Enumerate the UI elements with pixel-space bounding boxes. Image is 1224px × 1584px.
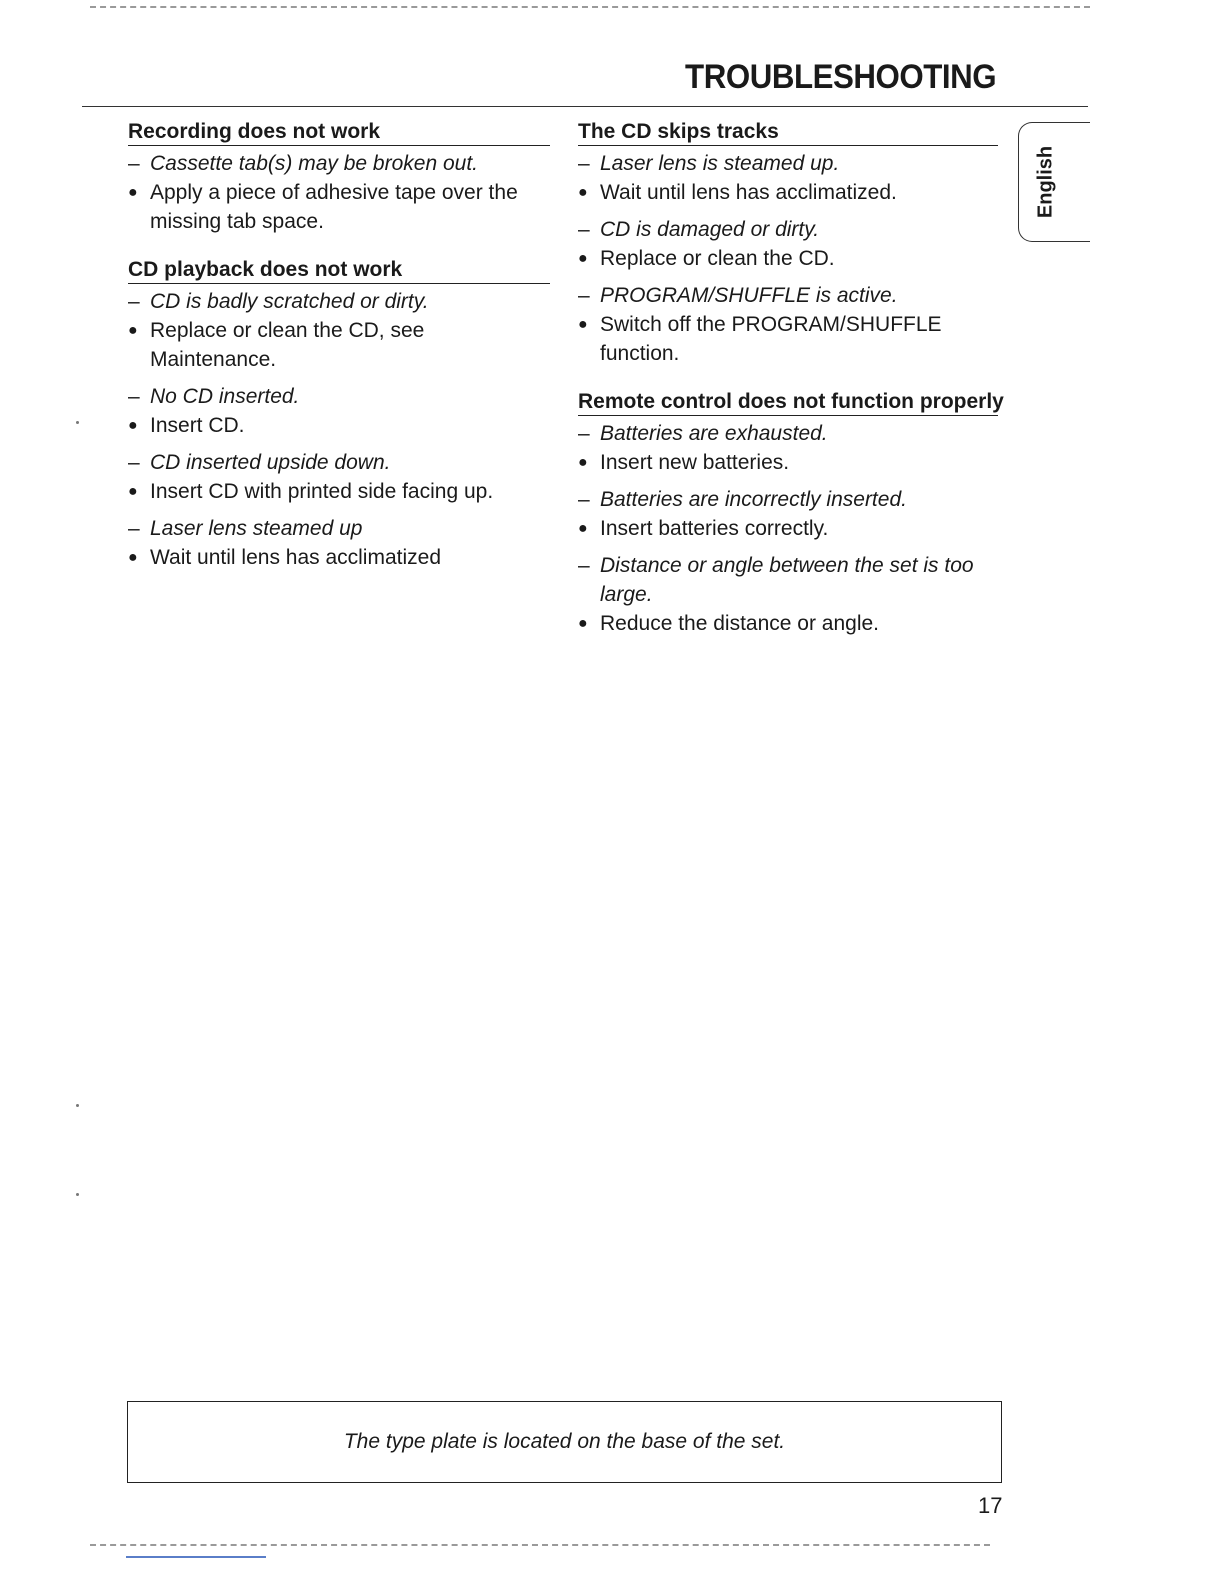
bullet-icon: ●: [128, 483, 138, 500]
problem-item: [128, 448, 550, 506]
cause-text: CD is badly scratched or dirty.: [150, 290, 429, 313]
problem-item: [128, 149, 550, 236]
bullet-icon: ●: [128, 549, 138, 566]
dash-marker: –: [578, 218, 590, 241]
scan-speck: [76, 1193, 79, 1196]
remedy-text: Insert new batteries.: [600, 451, 790, 474]
remedy-line: [578, 244, 998, 273]
bullet-icon: ●: [128, 417, 138, 434]
title-rule: [82, 106, 1088, 107]
remedy-text: Insert CD.: [150, 414, 245, 437]
bullet-icon: ●: [578, 184, 588, 201]
problem-item: [128, 287, 550, 374]
cause-line: [128, 514, 550, 543]
troubleshooting-section: [128, 258, 550, 572]
remedy-text: Replace or clean the CD, see Maintenance.: [150, 319, 425, 371]
cause-text: CD inserted upside down.: [150, 451, 391, 474]
remedy-text: Insert CD with printed side facing up.: [150, 480, 494, 503]
troubleshooting-section: [578, 120, 998, 368]
dash-marker: –: [578, 284, 590, 307]
dash-marker: –: [128, 385, 140, 408]
bullet-icon: ●: [578, 454, 588, 471]
cause-text: Laser lens is steamed up.: [600, 152, 840, 175]
bullet-icon: ●: [578, 316, 588, 333]
problem-item: [578, 419, 998, 477]
scan-artifact-bottom: [90, 1544, 990, 1546]
language-tab-label: English: [1034, 145, 1057, 219]
cause-text: CD is damaged or dirty.: [600, 218, 820, 241]
section-heading: The CD skips tracks: [578, 120, 998, 146]
bullet-icon: ●: [578, 250, 588, 267]
remedy-line: [128, 178, 550, 236]
remedy-text: Switch off the PROGRAM/SHUFFLE function.: [600, 313, 942, 365]
dash-marker: –: [578, 422, 590, 445]
scan-speck: [76, 1104, 79, 1107]
section-heading: Recording does not work: [128, 120, 550, 146]
problem-item: [578, 485, 998, 543]
cause-text: PROGRAM/SHUFFLE is active.: [600, 284, 898, 307]
remedy-text: Apply a piece of adhesive tape over the missing tab space.: [150, 181, 518, 233]
type-plate-note-text: The type plate is located on the base of the set.: [343, 1430, 786, 1453]
dash-marker: –: [578, 488, 590, 511]
remedy-text: Wait until lens has acclimatized: [150, 546, 442, 569]
dash-marker: –: [128, 152, 140, 175]
cause-line: [578, 485, 998, 514]
cause-line: [128, 287, 550, 316]
remedy-line: [578, 609, 998, 638]
page-title: TROUBLESHOOTING: [684, 58, 996, 96]
cause-text: Laser lens steamed up: [150, 517, 363, 540]
problem-item: [128, 514, 550, 572]
bullet-icon: ●: [128, 322, 138, 339]
remedy-text: Wait until lens has acclimatized.: [600, 181, 897, 204]
left-column: [128, 120, 550, 594]
right-column: [578, 120, 1004, 660]
cause-text: Cassette tab(s) may be broken out.: [150, 152, 478, 175]
problem-item: [578, 215, 998, 273]
cause-line: [578, 281, 998, 310]
remedy-text: Replace or clean the CD.: [600, 247, 835, 270]
troubleshooting-section: [128, 120, 550, 236]
page-number: 17: [978, 1493, 1003, 1518]
remedy-text: Insert batteries correctly.: [600, 517, 829, 540]
cause-line: [578, 149, 998, 178]
section-heading: Remote control does not function properly: [578, 390, 998, 416]
remedy-line: [578, 310, 998, 368]
scan-speck: [76, 421, 79, 424]
bullet-icon: ●: [128, 184, 138, 201]
cause-text: Batteries are incorrectly inserted.: [600, 488, 907, 511]
scan-artifact-blue-line: [126, 1556, 266, 1558]
remedy-text: Reduce the distance or angle.: [600, 612, 880, 635]
cause-line: [578, 419, 998, 448]
scan-artifact-top: [90, 6, 1090, 8]
cause-line: [128, 448, 550, 477]
remedy-line: [128, 477, 550, 506]
problem-item: [128, 382, 550, 440]
remedy-line: [128, 316, 550, 374]
dash-marker: –: [128, 290, 140, 313]
problem-item: [578, 149, 998, 207]
troubleshooting-section: [578, 390, 1004, 638]
cause-text: Batteries are exhausted.: [600, 422, 828, 445]
cause-text: Distance or angle between the set is too large.: [600, 554, 974, 606]
cause-line: [128, 382, 550, 411]
cause-line: [128, 149, 550, 178]
dash-marker: –: [578, 152, 590, 175]
type-plate-note: [127, 1401, 1002, 1483]
section-heading: CD playback does not work: [128, 258, 550, 284]
remedy-line: [578, 448, 998, 477]
cause-text: No CD inserted.: [150, 385, 300, 408]
cause-line: [578, 551, 998, 609]
cause-line: [578, 215, 998, 244]
dash-marker: –: [128, 451, 140, 474]
dash-marker: –: [128, 517, 140, 540]
bullet-icon: ●: [578, 520, 588, 537]
problem-item: [578, 551, 998, 638]
bullet-icon: ●: [578, 615, 588, 632]
remedy-line: [578, 514, 998, 543]
problem-item: [578, 281, 998, 368]
remedy-line: [128, 543, 550, 572]
remedy-line: [578, 178, 998, 207]
dash-marker: –: [578, 554, 590, 577]
remedy-line: [128, 411, 550, 440]
